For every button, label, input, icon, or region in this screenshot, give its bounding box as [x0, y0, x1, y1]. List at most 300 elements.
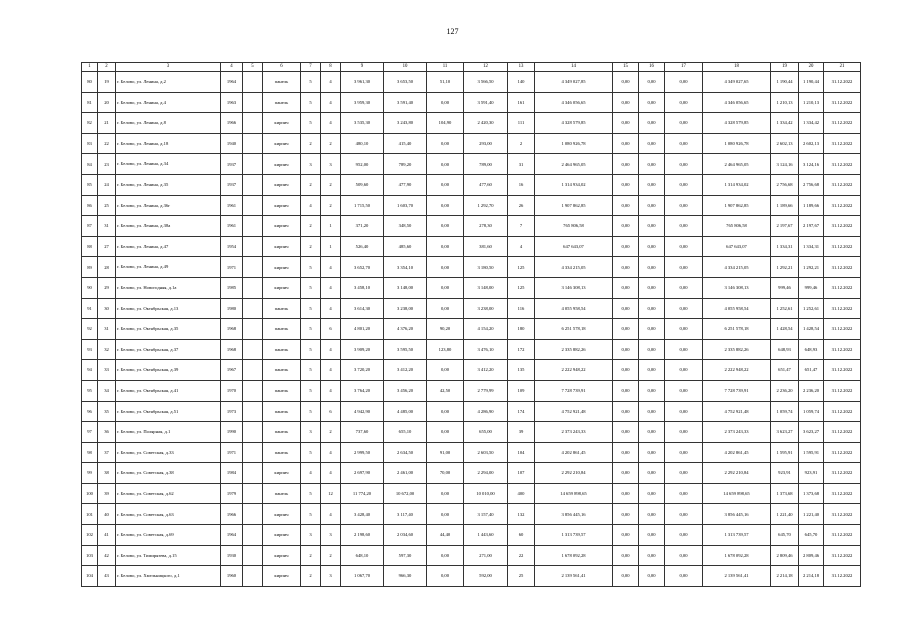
- address-cell: г. Белово, ул. Советская, д.33: [116, 442, 221, 463]
- table-cell: 4: [321, 277, 341, 298]
- table-cell: 91: [82, 298, 98, 319]
- table-cell: 1964: [221, 525, 243, 546]
- table-cell: 2: [301, 133, 321, 154]
- table-cell: 0,00: [665, 195, 703, 216]
- table-cell: 3: [321, 154, 341, 175]
- table-cell: [243, 195, 263, 216]
- table-cell: 999,46: [771, 277, 799, 298]
- address-cell: г. Белово, ул. Новогодняя, д.1а: [116, 277, 221, 298]
- table-cell: 0,00: [613, 422, 639, 443]
- table-cell: 0,00: [613, 545, 639, 566]
- table-cell: 30: [98, 298, 116, 319]
- table-cell: 0,00: [613, 174, 639, 195]
- table-row: [82, 422, 861, 443]
- table-cell: 4 202 861,45: [703, 442, 771, 463]
- table-cell: 765 806,58: [535, 216, 613, 237]
- table-cell: 3 146 308,13: [703, 277, 771, 298]
- table-cell: 125: [508, 257, 535, 278]
- table-cell: 4 752 921,48: [535, 401, 613, 422]
- table-cell: 23: [98, 154, 116, 175]
- table-cell: 104,90: [427, 113, 464, 134]
- table-cell: 1 314 934,02: [703, 174, 771, 195]
- table-cell: 104: [508, 442, 535, 463]
- table-cell: 0,00: [639, 422, 665, 443]
- table-cell: 5: [301, 360, 321, 381]
- table-cell: 5: [301, 442, 321, 463]
- table-cell: 0,00: [665, 442, 703, 463]
- table-cell: 5: [301, 277, 321, 298]
- table-cell: 4 485,00: [384, 401, 427, 422]
- table-cell: 3 591,40: [384, 92, 427, 113]
- table-cell: 99: [82, 463, 98, 484]
- table-cell: 31.12.2022: [824, 401, 861, 422]
- table-cell: 1973: [221, 401, 243, 422]
- table-cell: 2 809,46: [771, 545, 799, 566]
- table-cell: 31.12.2022: [824, 422, 861, 443]
- table-cell: 0,00: [427, 154, 464, 175]
- table-cell: 1 428,54: [799, 319, 824, 340]
- table-cell: 0,00: [613, 298, 639, 319]
- table-row: [82, 113, 861, 134]
- table-cell: 85: [82, 174, 98, 195]
- table-cell: 651,47: [771, 360, 799, 381]
- table-cell: 31.12.2022: [824, 504, 861, 525]
- table-cell: 1 080 926,78: [535, 133, 613, 154]
- table-cell: 90,20: [427, 319, 464, 340]
- table-row: [82, 525, 861, 546]
- table-cell: 477,60: [464, 174, 508, 195]
- table-cell: 1 067,70: [341, 566, 384, 587]
- table-cell: 2: [321, 133, 341, 154]
- table-cell: 31.12.2022: [824, 72, 861, 93]
- table-cell: 2 697,90: [341, 463, 384, 484]
- table-row: [82, 360, 861, 381]
- table-cell: 31.12.2022: [824, 380, 861, 401]
- address-cell: г. Белово, ул. Ленина, д.35: [116, 174, 221, 195]
- table-cell: 98: [82, 442, 98, 463]
- address-cell: г. Белово, ул. Ленина, д.49: [116, 257, 221, 278]
- table-cell: 10 010,00: [464, 483, 508, 504]
- table-cell: панель: [263, 72, 301, 93]
- table-cell: 104: [82, 566, 98, 587]
- table-cell: 0,00: [665, 154, 703, 175]
- column-header: 18: [703, 63, 771, 72]
- address-cell: г. Белово, ул. Октябрьская, д.35: [116, 319, 221, 340]
- table-cell: 4 346 056,65: [703, 92, 771, 113]
- table-cell: 3: [301, 422, 321, 443]
- table-cell: панель: [263, 360, 301, 381]
- table-cell: 4 349 027,85: [535, 72, 613, 93]
- table-cell: 2 756,68: [771, 174, 799, 195]
- table-cell: 31.12.2022: [824, 154, 861, 175]
- table-cell: 111: [508, 113, 535, 134]
- table-cell: 3 124,16: [771, 154, 799, 175]
- table-row: [82, 72, 861, 93]
- table-cell: 7 728 739,91: [703, 380, 771, 401]
- table-cell: 44,40: [427, 525, 464, 546]
- table-cell: 38: [98, 463, 116, 484]
- table-cell: 0,00: [639, 236, 665, 257]
- table-cell: 2 292 210,84: [535, 463, 613, 484]
- table-cell: 1 428,54: [771, 319, 799, 340]
- table-cell: 31.12.2022: [824, 195, 861, 216]
- table-cell: 3 354,10: [384, 257, 427, 278]
- table-cell: [243, 504, 263, 525]
- table-cell: 1 221,40: [771, 504, 799, 525]
- table-cell: 0,00: [665, 380, 703, 401]
- table-cell: 0,00: [665, 319, 703, 340]
- table-cell: 4 346 056,65: [535, 92, 613, 113]
- table-cell: 1 292,70: [464, 195, 508, 216]
- table-cell: [243, 236, 263, 257]
- table-cell: 31: [508, 154, 535, 175]
- table-cell: 3 959,30: [341, 92, 384, 113]
- table-cell: 31.12.2022: [824, 113, 861, 134]
- table-cell: 161: [508, 92, 535, 113]
- table-cell: кирпич: [263, 133, 301, 154]
- table-cell: 4: [321, 92, 341, 113]
- table-cell: 2 602,13: [799, 133, 824, 154]
- table-cell: 21: [98, 113, 116, 134]
- table-cell: кирпич: [263, 174, 301, 195]
- table-cell: 1 189,66: [771, 195, 799, 216]
- table-cell: [243, 72, 263, 93]
- table-cell: 31.12.2022: [824, 339, 861, 360]
- table-cell: 0,00: [427, 195, 464, 216]
- table-cell: [243, 545, 263, 566]
- table-cell: 4 055 958,54: [703, 298, 771, 319]
- table-cell: 31.12.2022: [824, 319, 861, 340]
- table-cell: 966,30: [384, 566, 427, 587]
- table-cell: 4 286,90: [464, 401, 508, 422]
- housing-table: [81, 62, 861, 587]
- table-cell: 140: [508, 72, 535, 93]
- table-cell: 1 059,74: [771, 401, 799, 422]
- table-cell: 0,00: [427, 277, 464, 298]
- table-row: [82, 298, 861, 319]
- table-cell: кирпич: [263, 504, 301, 525]
- table-cell: 3 535,30: [341, 113, 384, 134]
- table-cell: 0,00: [427, 360, 464, 381]
- table-cell: 1966: [221, 113, 243, 134]
- table-cell: 2 461,00: [384, 463, 427, 484]
- table-cell: 3 623,27: [771, 422, 799, 443]
- table-cell: 4: [508, 236, 535, 257]
- table-cell: панель: [263, 442, 301, 463]
- table-cell: 0,00: [427, 133, 464, 154]
- table-row: [82, 319, 861, 340]
- column-header: 9: [341, 63, 384, 72]
- table-cell: 0,00: [665, 566, 703, 587]
- table-cell: 2: [508, 133, 535, 154]
- table-cell: 0,00: [613, 360, 639, 381]
- table-cell: 6 251 578,18: [535, 319, 613, 340]
- table-cell: 3 764,20: [341, 380, 384, 401]
- table-cell: 2 634,50: [384, 442, 427, 463]
- table-cell: кирпич: [263, 216, 301, 237]
- table-cell: 1: [321, 236, 341, 257]
- table-cell: 4 334 215,05: [703, 257, 771, 278]
- table-row: [82, 216, 861, 237]
- table-cell: 31.12.2022: [824, 360, 861, 381]
- table-cell: 1 190,44: [771, 72, 799, 93]
- table-cell: 3 653,50: [384, 72, 427, 93]
- table-cell: 4 801,20: [341, 319, 384, 340]
- column-header: 17: [665, 63, 703, 72]
- table-cell: [243, 113, 263, 134]
- table-cell: 0,00: [639, 483, 665, 504]
- table-cell: 41: [98, 525, 116, 546]
- table-cell: 0,00: [613, 442, 639, 463]
- table-cell: [243, 174, 263, 195]
- table-cell: 647 643,07: [703, 236, 771, 257]
- table-cell: 999,46: [799, 277, 824, 298]
- table-cell: 0,00: [427, 236, 464, 257]
- table-cell: 1 210,13: [799, 92, 824, 113]
- table-cell: панель: [263, 298, 301, 319]
- table-cell: 5: [301, 319, 321, 340]
- table-cell: 7 728 739,91: [535, 380, 613, 401]
- table-row: [82, 257, 861, 278]
- table-cell: 4: [321, 298, 341, 319]
- table-cell: 102: [82, 525, 98, 546]
- table-cell: 0,00: [665, 257, 703, 278]
- table-cell: 645,70: [771, 525, 799, 546]
- table-row: [82, 339, 861, 360]
- table-cell: 116: [508, 298, 535, 319]
- table-cell: [243, 154, 263, 175]
- table-cell: 3 652,70: [341, 257, 384, 278]
- table-cell: 31.12.2022: [824, 133, 861, 154]
- table-cell: 6: [321, 319, 341, 340]
- table-cell: 0,00: [665, 133, 703, 154]
- table-cell: 0,00: [639, 360, 665, 381]
- table-cell: 2 464 965,05: [703, 154, 771, 175]
- table-cell: 0,00: [665, 236, 703, 257]
- table-cell: 4: [321, 360, 341, 381]
- table-cell: 31.12.2022: [824, 525, 861, 546]
- table-cell: 293,00: [464, 133, 508, 154]
- table-cell: 4: [321, 339, 341, 360]
- table-cell: 0,00: [665, 422, 703, 443]
- table-cell: 1 252,61: [799, 298, 824, 319]
- table-cell: 1 715,50: [341, 195, 384, 216]
- table-cell: 2 999,50: [341, 442, 384, 463]
- table-cell: 1 080 926,78: [703, 133, 771, 154]
- table-cell: 2 602,13: [771, 133, 799, 154]
- column-header: 1: [82, 63, 98, 72]
- table-cell: 3 623,27: [799, 422, 824, 443]
- page-number: 127: [446, 27, 459, 36]
- table-cell: 485,60: [384, 236, 427, 257]
- table-cell: 2 373 243,33: [535, 422, 613, 443]
- table-cell: 2: [301, 236, 321, 257]
- table-cell: 1984: [221, 463, 243, 484]
- table-cell: 5: [301, 401, 321, 422]
- table-cell: 1930: [221, 545, 243, 566]
- table-cell: 1 373,68: [799, 483, 824, 504]
- table-cell: 0,00: [427, 401, 464, 422]
- table-cell: 25: [508, 566, 535, 587]
- column-header: 5: [243, 63, 263, 72]
- table-cell: 3: [301, 154, 321, 175]
- address-cell: г. Белово, ул. Ленина, д.36г: [116, 195, 221, 216]
- table-cell: 655,00: [464, 422, 508, 443]
- table-cell: 0,00: [639, 154, 665, 175]
- table-cell: 3 614,30: [341, 298, 384, 319]
- table-cell: 2 420,30: [464, 113, 508, 134]
- table-cell: 2: [321, 545, 341, 566]
- table-cell: 1990: [221, 422, 243, 443]
- table-cell: 5: [301, 92, 321, 113]
- column-header: 21: [824, 63, 861, 72]
- table-cell: [243, 566, 263, 587]
- table-cell: 2 139 561,41: [535, 566, 613, 587]
- table-cell: 4 154,20: [464, 319, 508, 340]
- table-cell: 0,00: [613, 504, 639, 525]
- table-cell: [243, 442, 263, 463]
- table-cell: 1968: [221, 319, 243, 340]
- table-cell: 0,00: [427, 566, 464, 587]
- table-cell: 82: [82, 113, 98, 134]
- table-cell: 31.12.2022: [824, 236, 861, 257]
- table-cell: 3 148,00: [464, 277, 508, 298]
- table-cell: 3: [301, 525, 321, 546]
- table-cell: 1971: [221, 442, 243, 463]
- table-cell: 29: [98, 277, 116, 298]
- table-cell: 0,00: [639, 113, 665, 134]
- table-cell: кирпич: [263, 195, 301, 216]
- table-cell: 70,00: [427, 463, 464, 484]
- table-cell: 1 373,68: [771, 483, 799, 504]
- table-cell: 2 034,60: [384, 525, 427, 546]
- table-cell: 1937: [221, 174, 243, 195]
- table-cell: 651,47: [799, 360, 824, 381]
- table-cell: 1 292,21: [771, 257, 799, 278]
- table-cell: 2: [321, 422, 341, 443]
- table-row: [82, 483, 861, 504]
- table-cell: [243, 483, 263, 504]
- table-cell: 648,93: [771, 339, 799, 360]
- table-cell: 0,00: [613, 113, 639, 134]
- table-cell: 0,00: [639, 566, 665, 587]
- address-cell: г. Белово, ул. Ленина, д.8: [116, 113, 221, 134]
- table-cell: 737,60: [341, 422, 384, 443]
- table-cell: 1970: [221, 380, 243, 401]
- table-cell: [243, 257, 263, 278]
- table-cell: 31.12.2022: [824, 174, 861, 195]
- table-cell: 28: [98, 257, 116, 278]
- table-cell: 43: [98, 566, 116, 587]
- table-cell: 0,00: [613, 339, 639, 360]
- table-cell: 3 961,30: [341, 72, 384, 93]
- table-cell: 4 334 215,05: [535, 257, 613, 278]
- table-cell: 0,00: [665, 298, 703, 319]
- table-cell: 51,10: [427, 72, 464, 93]
- table-cell: 2 464 965,05: [535, 154, 613, 175]
- table-cell: 647 643,07: [535, 236, 613, 257]
- table-cell: 14 659 898,65: [703, 483, 771, 504]
- table-cell: [243, 525, 263, 546]
- table-cell: 0,00: [639, 504, 665, 525]
- address-cell: г. Белово, ул. Ленина, д.34: [116, 154, 221, 175]
- table-cell: 3 428,40: [341, 504, 384, 525]
- column-header: 14: [535, 63, 613, 72]
- table-cell: 2 236,20: [799, 380, 824, 401]
- table-cell: 2 139 561,41: [703, 566, 771, 587]
- table-cell: 24: [98, 174, 116, 195]
- table-cell: 480,10: [341, 133, 384, 154]
- table-cell: 645,70: [799, 525, 824, 546]
- table-cell: 100: [82, 483, 98, 504]
- table-cell: 4 328 579,85: [535, 113, 613, 134]
- table-cell: 90: [82, 277, 98, 298]
- table-cell: 1 443,60: [464, 525, 508, 546]
- table-cell: 2 197,67: [771, 216, 799, 237]
- table-cell: 1 595,91: [799, 442, 824, 463]
- table-cell: 348,50: [384, 216, 427, 237]
- table-cell: 0,00: [613, 483, 639, 504]
- table-cell: 1954: [221, 236, 243, 257]
- table-cell: 3 720,20: [341, 360, 384, 381]
- address-cell: г. Белово, ул. Ленина, д.2: [116, 72, 221, 93]
- table-cell: 19: [98, 72, 116, 93]
- table-cell: 0,00: [639, 216, 665, 237]
- table-cell: 31.12.2022: [824, 277, 861, 298]
- table-cell: 1 595,91: [771, 442, 799, 463]
- table-cell: 5: [301, 298, 321, 319]
- table-cell: 0,00: [639, 72, 665, 93]
- address-cell: г. Белово, ул. Советская, д.69: [116, 525, 221, 546]
- table-cell: 1: [321, 216, 341, 237]
- table-cell: 5: [301, 504, 321, 525]
- table-cell: 4 055 958,54: [535, 298, 613, 319]
- table-row: [82, 566, 861, 587]
- table-cell: 3 157,40: [464, 504, 508, 525]
- table-cell: 0,00: [665, 277, 703, 298]
- table-cell: 96: [82, 401, 98, 422]
- table-cell: 27: [98, 236, 116, 257]
- table-cell: 174: [508, 401, 535, 422]
- table-cell: 0,00: [613, 72, 639, 93]
- table-cell: 31.12.2022: [824, 257, 861, 278]
- table-cell: 0,00: [613, 133, 639, 154]
- address-cell: г. Белово, ул. Ленина, д.47: [116, 236, 221, 257]
- table-cell: 3 566,50: [464, 72, 508, 93]
- table-cell: 1 334,31: [799, 236, 824, 257]
- table-cell: 0,00: [639, 277, 665, 298]
- table-cell: 1980: [221, 298, 243, 319]
- table-cell: 0,00: [665, 339, 703, 360]
- table-cell: [243, 277, 263, 298]
- table-cell: 0,00: [613, 257, 639, 278]
- table-cell: 0,00: [639, 195, 665, 216]
- table-cell: 2 236,20: [771, 380, 799, 401]
- table-cell: 4 328 579,85: [703, 113, 771, 134]
- table-cell: 0,00: [613, 566, 639, 587]
- table-cell: 0,00: [427, 422, 464, 443]
- table-cell: 0,00: [613, 277, 639, 298]
- table-cell: 4: [301, 195, 321, 216]
- table-cell: 1967: [221, 360, 243, 381]
- table-cell: 2: [301, 216, 321, 237]
- table-cell: [243, 92, 263, 113]
- table-cell: 1 678 092,28: [535, 545, 613, 566]
- table-cell: 2 214,18: [771, 566, 799, 587]
- address-cell: г. Белово, ул. Советская, д.62: [116, 483, 221, 504]
- table-cell: 2 335 882,26: [535, 339, 613, 360]
- table-cell: 1 210,13: [771, 92, 799, 113]
